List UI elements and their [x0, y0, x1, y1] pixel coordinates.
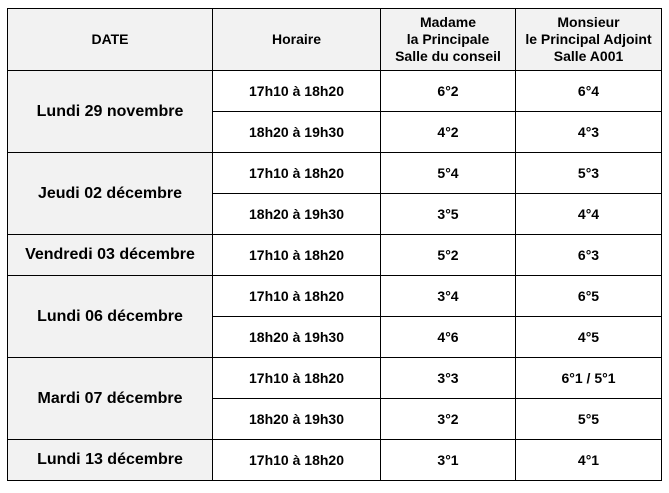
madame-class-cell: 6°2: [381, 71, 516, 112]
header-madame-line: Salle du conseil: [395, 48, 501, 64]
madame-class-cell: 3°5: [381, 194, 516, 235]
time-cell: 18h20 à 19h30: [213, 317, 381, 358]
madame-class-cell: 3°4: [381, 276, 516, 317]
table-row: [8, 276, 662, 317]
time-cell: 17h10 à 18h20: [213, 235, 381, 276]
time-cell: 17h10 à 18h20: [213, 71, 381, 112]
header-madame-line: la Principale: [406, 31, 490, 47]
monsieur-class-cell: 6°1 / 5°1: [516, 358, 662, 399]
madame-class-cell: 3°3: [381, 358, 516, 399]
table-row: [8, 358, 662, 399]
table-row: [8, 71, 662, 112]
monsieur-class-cell: 4°1: [516, 440, 662, 481]
madame-class-cell: 5°4: [381, 153, 516, 194]
date-cell: Lundi 13 décembre: [8, 440, 213, 481]
madame-class-cell: 4°2: [381, 112, 516, 153]
header-madame-line: Madame: [419, 14, 477, 30]
date-cell: Jeudi 02 décembre: [8, 153, 213, 235]
date-cell: Vendredi 03 décembre: [8, 235, 213, 276]
time-cell: 17h10 à 18h20: [213, 276, 381, 317]
madame-class-cell: 4°6: [381, 317, 516, 358]
date-cell: Lundi 06 décembre: [8, 276, 213, 358]
time-cell: 17h10 à 18h20: [213, 440, 381, 481]
monsieur-class-cell: 4°5: [516, 317, 662, 358]
date-cell: Lundi 29 novembre: [8, 71, 213, 153]
header-horaire: Horaire: [213, 9, 381, 71]
monsieur-class-cell: 5°3: [516, 153, 662, 194]
madame-class-cell: 3°1: [381, 440, 516, 481]
date-cell: Mardi 07 décembre: [8, 358, 213, 440]
header-date: DATE: [8, 9, 213, 71]
madame-class-cell: 5°2: [381, 235, 516, 276]
time-cell: 18h20 à 19h30: [213, 112, 381, 153]
monsieur-class-cell: 5°5: [516, 399, 662, 440]
table-row: [8, 440, 662, 481]
header-monsieur-line: le Principal Adjoint: [525, 31, 652, 47]
table-row: [8, 235, 662, 276]
monsieur-class-cell: 4°3: [516, 112, 662, 153]
madame-class-cell: 3°2: [381, 399, 516, 440]
monsieur-class-cell: 6°5: [516, 276, 662, 317]
header-madame: [381, 9, 516, 71]
time-cell: 18h20 à 19h30: [213, 399, 381, 440]
header-monsieur-line: Salle A001: [553, 48, 624, 64]
monsieur-class-cell: 6°4: [516, 71, 662, 112]
header-monsieur: [516, 9, 662, 71]
monsieur-class-cell: 4°4: [516, 194, 662, 235]
time-cell: 18h20 à 19h30: [213, 194, 381, 235]
time-cell: 17h10 à 18h20: [213, 358, 381, 399]
header-row: [8, 9, 662, 71]
time-cell: 17h10 à 18h20: [213, 153, 381, 194]
monsieur-class-cell: 6°3: [516, 235, 662, 276]
schedule-table: [7, 8, 662, 481]
header-monsieur-line: Monsieur: [557, 14, 620, 30]
table-row: [8, 153, 662, 194]
